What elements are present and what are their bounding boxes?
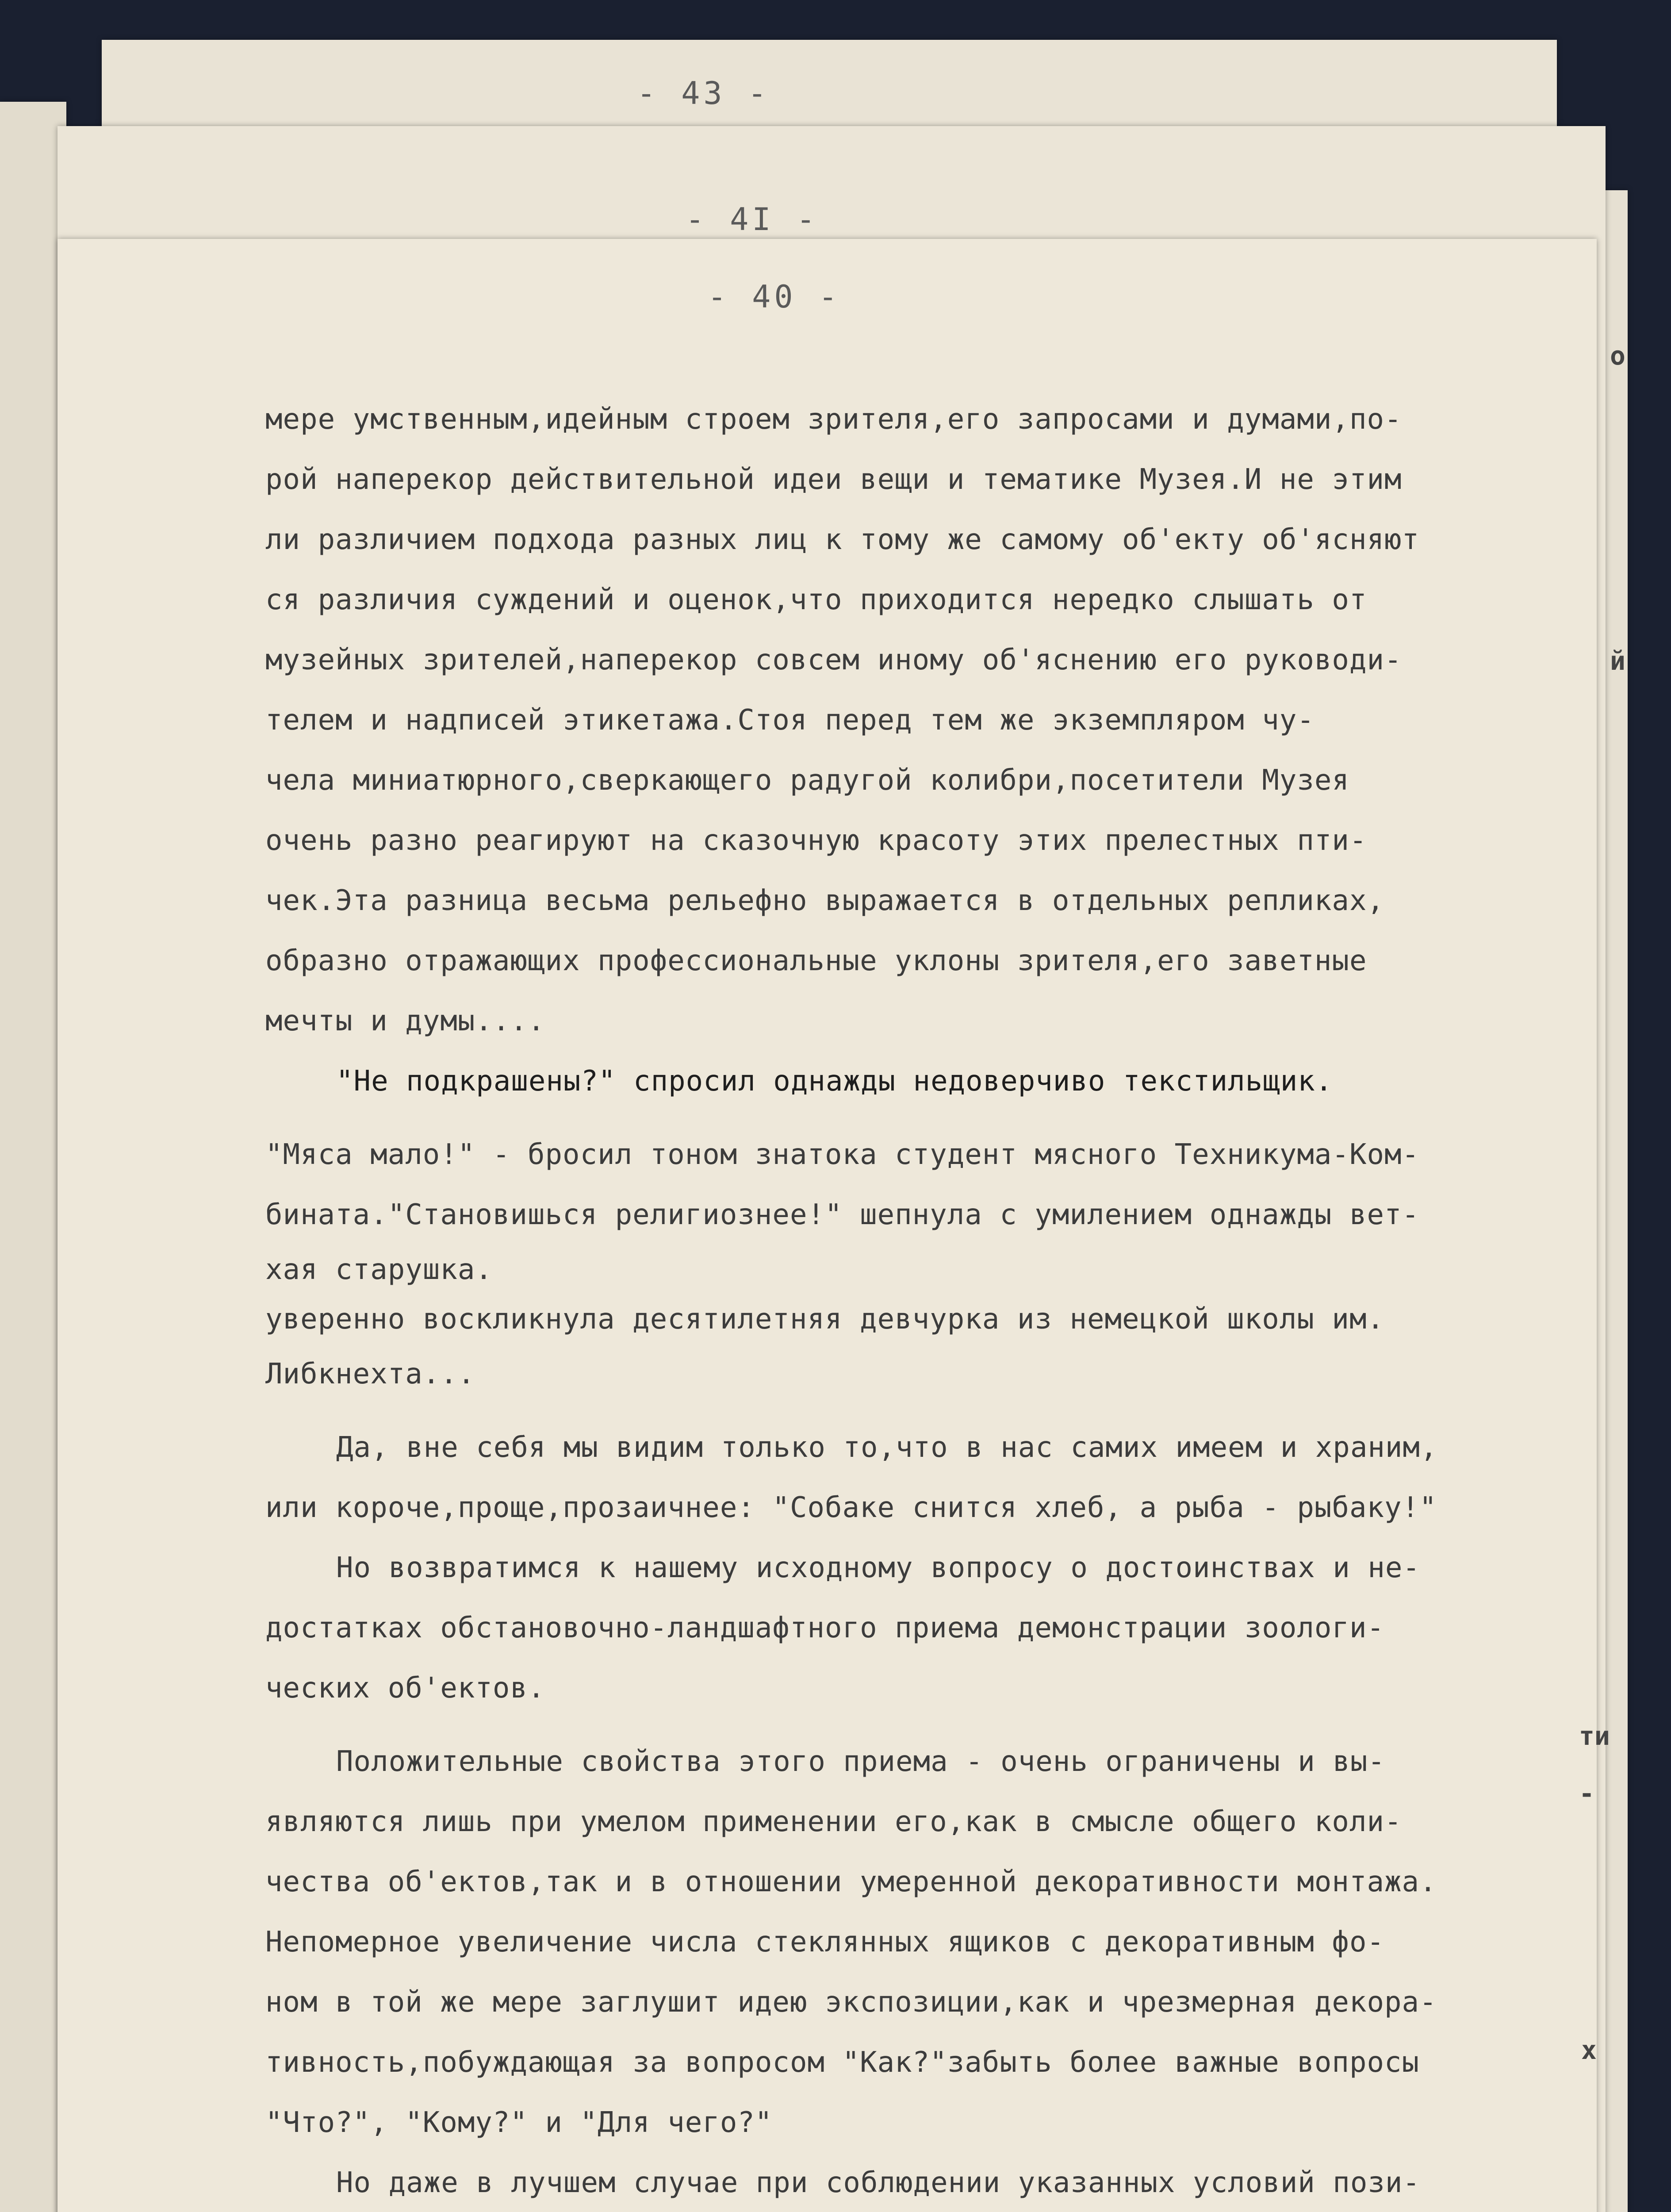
text-line: ном в той же мере заглушит идею экспозиции,как и чрезмерная декора- <box>265 1986 1437 2019</box>
page-number-41: - 4I - <box>686 201 819 238</box>
text-line: чек.Эта разница весьма рельефно выражается в отдельных репликах, <box>265 884 1384 917</box>
text-line: Но даже в лучшем случае при соблюдении указанных условий пози- <box>336 2166 1420 2199</box>
text-line: чела миниатюрного,сверкающего радугой колибри,посетители Музея <box>265 764 1349 797</box>
text-line: "Мяса мало!" - бросил тоном знатока студент мясного Техникума-Ком- <box>265 1138 1420 1171</box>
text-line: являются лишь при умелом применении его,как в смысле общего коли- <box>265 1805 1402 1838</box>
text-line: Но возвратимся к нашему исходному вопросу о достоинствах и не- <box>336 1551 1420 1584</box>
underlying-page-edge-left <box>0 102 66 2212</box>
text-line: уверенно воскликнула десятилетняя девчурка из немецкой школы им. <box>265 1303 1384 1336</box>
text-line: музейных зрителей,наперекор совсем иному об'яснению его руководи- <box>265 644 1402 676</box>
text-line: ся различия суждений и оценок,что приходится нередко слышать от <box>265 584 1367 616</box>
text-line: ли различием подхода разных лиц к тому же самому об'екту об'ясняют <box>265 523 1420 556</box>
text-line: телем и надписей этикетажа.Стоя перед тем же экземпляром чу- <box>265 704 1315 737</box>
side-fragment: й <box>1610 646 1625 676</box>
text-line: ческих об'ектов. <box>265 1672 545 1705</box>
text-line: Непомерное увеличение числа стеклянных ящиков с декоративным фо- <box>265 1926 1384 1959</box>
text-line: чества об'ектов,так и в отношении умеренной декоративности монтажа. <box>265 1866 1437 1898</box>
text-line: очень разно реагируют на сказочную красоту этих прелестных пти- <box>265 824 1367 857</box>
side-fragment: - <box>1579 1778 1594 1809</box>
text-line: образно отражающих профессиональные уклоны зрителя,его заветные <box>265 945 1367 977</box>
text-line: "Что?", "Кому?" и "Для чего?" <box>265 2106 773 2139</box>
text-line: Либкнехта... <box>265 1358 475 1390</box>
side-fragment: ти <box>1579 1721 1610 1751</box>
side-fragment: о <box>1610 341 1625 371</box>
text-line: тивность,побуждающая за вопросом "Как?"забыть более важные вопросы <box>265 2046 1420 2079</box>
text-line: бината."Становишься религиознее!" шепнула с умилением однажды вет- <box>265 1198 1420 1231</box>
text-line: или короче,проще,прозаичнее: "Собаке снится хлеб, а рыба - рыбаку!" <box>265 1491 1437 1524</box>
text-line: достатках обстановочно-ландшафтного приема демонстрации зоологи- <box>265 1612 1384 1644</box>
text-line: "Не подкрашены?" спросил однажды недоверчиво текстильщик. <box>336 1065 1333 1098</box>
text-line: мечты и думы.... <box>265 1005 545 1037</box>
page-number-40: - 40 - <box>708 279 841 315</box>
side-fragment: x <box>1581 2035 1597 2065</box>
text-line: рой наперекор действительной идеи вещи и тематике Музея.И не этим <box>265 463 1402 496</box>
text-line: Да, вне себя мы видим только то,что в нас самих имеем и храним, <box>336 1431 1438 1464</box>
text-line: мере умственным,идейным строем зрителя,его запросами и думами,по- <box>265 403 1402 436</box>
page-number-43: - 43 - <box>637 75 770 111</box>
typed-text-body <box>265 389 1583 2212</box>
text-line: хая старушка. <box>265 1253 493 1286</box>
text-line: Положительные свойства этого приема - очень ограничены и вы- <box>336 1745 1385 1778</box>
